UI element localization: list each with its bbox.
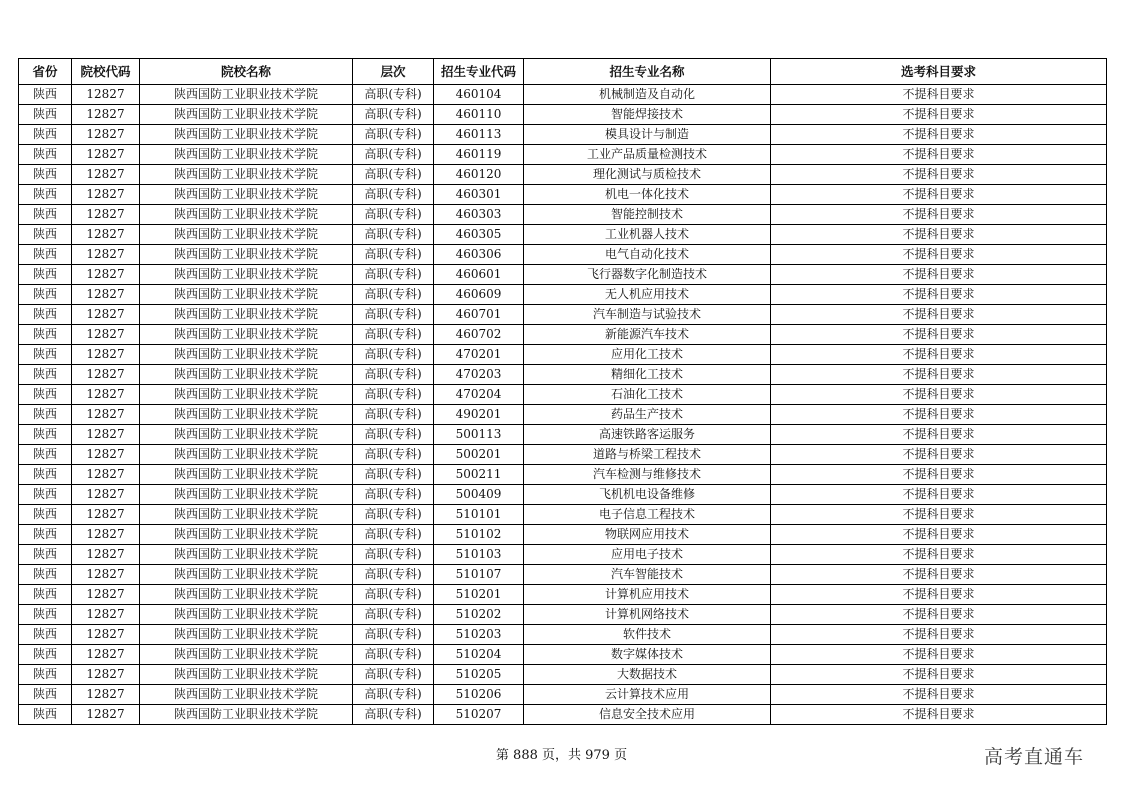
cell-province: 陕西: [19, 185, 72, 205]
cell-major-name: 新能源汽车技术: [524, 325, 771, 345]
cell-major-name: 无人机应用技术: [524, 285, 771, 305]
cell-subject-requirement: 不提科目要求: [771, 545, 1107, 565]
table-row: [19, 305, 1107, 325]
cell-school-name: 陕西国防工业职业技术学院: [140, 325, 353, 345]
cell-major-name: 药品生产技术: [524, 405, 771, 425]
cell-province: 陕西: [19, 205, 72, 225]
cell-province: 陕西: [19, 705, 72, 725]
cell-major-name: 道路与桥梁工程技术: [524, 445, 771, 465]
table-row: [19, 325, 1107, 345]
table-header: [19, 59, 1107, 85]
cell-subject-requirement: 不提科目要求: [771, 705, 1107, 725]
cell-major-code: 510205: [434, 665, 524, 685]
cell-school-name: 陕西国防工业职业技术学院: [140, 425, 353, 445]
cell-subject-requirement: 不提科目要求: [771, 665, 1107, 685]
cell-subject-requirement: 不提科目要求: [771, 105, 1107, 125]
cell-level: 高职(专科): [353, 225, 434, 245]
cell-province: 陕西: [19, 365, 72, 385]
cell-province: 陕西: [19, 85, 72, 105]
cell-major-name: 汽车制造与试验技术: [524, 305, 771, 325]
cell-level: 高职(专科): [353, 125, 434, 145]
cell-subject-requirement: 不提科目要求: [771, 225, 1107, 245]
cell-school-code: 12827: [72, 305, 140, 325]
cell-major-name: 石油化工技术: [524, 385, 771, 405]
header-school-name: 院校名称: [140, 59, 353, 85]
cell-level: 高职(专科): [353, 445, 434, 465]
cell-school-code: 12827: [72, 205, 140, 225]
cell-province: 陕西: [19, 345, 72, 365]
cell-major-code: 510103: [434, 545, 524, 565]
table-row: [19, 665, 1107, 685]
cell-level: 高职(专科): [353, 165, 434, 185]
table-row: [19, 525, 1107, 545]
admission-table: [18, 58, 1107, 725]
cell-major-name: 应用电子技术: [524, 545, 771, 565]
cell-school-code: 12827: [72, 425, 140, 445]
cell-province: 陕西: [19, 265, 72, 285]
cell-subject-requirement: 不提科目要求: [771, 685, 1107, 705]
cell-major-code: 460303: [434, 205, 524, 225]
cell-level: 高职(专科): [353, 565, 434, 585]
cell-level: 高职(专科): [353, 665, 434, 685]
cell-major-name: 软件技术: [524, 625, 771, 645]
cell-school-name: 陕西国防工业职业技术学院: [140, 265, 353, 285]
cell-province: 陕西: [19, 565, 72, 585]
cell-province: 陕西: [19, 465, 72, 485]
cell-school-code: 12827: [72, 565, 140, 585]
cell-major-name: 飞机机电设备维修: [524, 485, 771, 505]
cell-major-code: 460305: [434, 225, 524, 245]
cell-school-code: 12827: [72, 685, 140, 705]
cell-province: 陕西: [19, 325, 72, 345]
cell-major-code: 510101: [434, 505, 524, 525]
cell-school-name: 陕西国防工业职业技术学院: [140, 525, 353, 545]
cell-school-code: 12827: [72, 245, 140, 265]
cell-province: 陕西: [19, 145, 72, 165]
table-row: [19, 365, 1107, 385]
cell-school-code: 12827: [72, 585, 140, 605]
cell-subject-requirement: 不提科目要求: [771, 265, 1107, 285]
cell-school-name: 陕西国防工业职业技术学院: [140, 285, 353, 305]
cell-major-code: 470203: [434, 365, 524, 385]
table-row: [19, 465, 1107, 485]
cell-major-name: 精细化工技术: [524, 365, 771, 385]
table-row: [19, 85, 1107, 105]
cell-level: 高职(专科): [353, 85, 434, 105]
cell-level: 高职(专科): [353, 485, 434, 505]
cell-school-name: 陕西国防工业职业技术学院: [140, 605, 353, 625]
cell-major-name: 理化测试与质检技术: [524, 165, 771, 185]
cell-province: 陕西: [19, 605, 72, 625]
cell-level: 高职(专科): [353, 105, 434, 125]
cell-province: 陕西: [19, 125, 72, 145]
cell-major-code: 510202: [434, 605, 524, 625]
cell-province: 陕西: [19, 625, 72, 645]
cell-school-code: 12827: [72, 505, 140, 525]
watermark: 高考直通车: [984, 746, 1085, 768]
cell-school-code: 12827: [72, 445, 140, 465]
cell-province: 陕西: [19, 505, 72, 525]
cell-major-code: 460110: [434, 105, 524, 125]
header-major-code: 招生专业代码: [434, 59, 524, 85]
cell-subject-requirement: 不提科目要求: [771, 165, 1107, 185]
cell-major-name: 数字媒体技术: [524, 645, 771, 665]
cell-major-name: 汽车智能技术: [524, 565, 771, 585]
cell-major-name: 应用化工技术: [524, 345, 771, 365]
cell-school-code: 12827: [72, 665, 140, 685]
cell-school-code: 12827: [72, 225, 140, 245]
cell-level: 高职(专科): [353, 265, 434, 285]
cell-major-code: 510102: [434, 525, 524, 545]
cell-major-code: 500409: [434, 485, 524, 505]
cell-major-code: 460601: [434, 265, 524, 285]
cell-major-code: 460701: [434, 305, 524, 325]
cell-major-code: 510204: [434, 645, 524, 665]
cell-major-code: 510203: [434, 625, 524, 645]
cell-school-name: 陕西国防工业职业技术学院: [140, 545, 353, 565]
header-major-name: 招生专业名称: [524, 59, 771, 85]
table-row: [19, 605, 1107, 625]
table-row: [19, 545, 1107, 565]
cell-province: 陕西: [19, 405, 72, 425]
cell-subject-requirement: 不提科目要求: [771, 125, 1107, 145]
cell-level: 高职(专科): [353, 205, 434, 225]
cell-school-name: 陕西国防工业职业技术学院: [140, 125, 353, 145]
cell-subject-requirement: 不提科目要求: [771, 485, 1107, 505]
cell-school-code: 12827: [72, 605, 140, 625]
cell-province: 陕西: [19, 105, 72, 125]
cell-level: 高职(专科): [353, 705, 434, 725]
cell-level: 高职(专科): [353, 525, 434, 545]
cell-subject-requirement: 不提科目要求: [771, 525, 1107, 545]
table-row: [19, 645, 1107, 665]
header-level: 层次: [353, 59, 434, 85]
cell-school-code: 12827: [72, 385, 140, 405]
cell-school-code: 12827: [72, 705, 140, 725]
cell-major-name: 飞行器数字化制造技术: [524, 265, 771, 285]
cell-school-code: 12827: [72, 105, 140, 125]
cell-major-name: 工业机器人技术: [524, 225, 771, 245]
cell-school-name: 陕西国防工业职业技术学院: [140, 345, 353, 365]
cell-level: 高职(专科): [353, 245, 434, 265]
cell-province: 陕西: [19, 425, 72, 445]
cell-major-code: 460104: [434, 85, 524, 105]
cell-subject-requirement: 不提科目要求: [771, 325, 1107, 345]
cell-school-code: 12827: [72, 285, 140, 305]
cell-major-code: 500113: [434, 425, 524, 445]
cell-province: 陕西: [19, 525, 72, 545]
cell-province: 陕西: [19, 445, 72, 465]
cell-school-name: 陕西国防工业职业技术学院: [140, 585, 353, 605]
cell-school-name: 陕西国防工业职业技术学院: [140, 205, 353, 225]
cell-school-code: 12827: [72, 645, 140, 665]
cell-major-name: 云计算技术应用: [524, 685, 771, 705]
cell-level: 高职(专科): [353, 405, 434, 425]
cell-province: 陕西: [19, 245, 72, 265]
table-row: [19, 245, 1107, 265]
table-row: [19, 445, 1107, 465]
cell-subject-requirement: 不提科目要求: [771, 605, 1107, 625]
cell-major-name: 高速铁路客运服务: [524, 425, 771, 445]
cell-major-name: 汽车检测与维修技术: [524, 465, 771, 485]
table-row: [19, 385, 1107, 405]
cell-school-name: 陕西国防工业职业技术学院: [140, 485, 353, 505]
cell-province: 陕西: [19, 545, 72, 565]
table-row: [19, 265, 1107, 285]
cell-major-name: 机械制造及自动化: [524, 85, 771, 105]
cell-level: 高职(专科): [353, 285, 434, 305]
cell-province: 陕西: [19, 645, 72, 665]
cell-major-code: 460306: [434, 245, 524, 265]
table-row: [19, 105, 1107, 125]
cell-school-name: 陕西国防工业职业技术学院: [140, 245, 353, 265]
cell-school-name: 陕西国防工业职业技术学院: [140, 365, 353, 385]
cell-subject-requirement: 不提科目要求: [771, 185, 1107, 205]
cell-province: 陕西: [19, 225, 72, 245]
cell-province: 陕西: [19, 385, 72, 405]
cell-subject-requirement: 不提科目要求: [771, 345, 1107, 365]
cell-level: 高职(专科): [353, 145, 434, 165]
cell-level: 高职(专科): [353, 545, 434, 565]
cell-level: 高职(专科): [353, 685, 434, 705]
table-row: [19, 285, 1107, 305]
cell-school-code: 12827: [72, 85, 140, 105]
cell-school-name: 陕西国防工业职业技术学院: [140, 465, 353, 485]
header-school-code: 院校代码: [72, 59, 140, 85]
cell-school-name: 陕西国防工业职业技术学院: [140, 565, 353, 585]
table-row: [19, 585, 1107, 605]
cell-major-code: 510107: [434, 565, 524, 585]
cell-subject-requirement: 不提科目要求: [771, 625, 1107, 645]
cell-school-name: 陕西国防工业职业技术学院: [140, 705, 353, 725]
cell-major-name: 电气自动化技术: [524, 245, 771, 265]
cell-school-code: 12827: [72, 485, 140, 505]
cell-level: 高职(专科): [353, 305, 434, 325]
cell-province: 陕西: [19, 485, 72, 505]
cell-subject-requirement: 不提科目要求: [771, 245, 1107, 265]
table-row: [19, 685, 1107, 705]
table-row: [19, 625, 1107, 645]
header-province: 省份: [19, 59, 72, 85]
cell-school-code: 12827: [72, 625, 140, 645]
cell-province: 陕西: [19, 585, 72, 605]
table-row: [19, 565, 1107, 585]
cell-major-code: 460301: [434, 185, 524, 205]
cell-subject-requirement: 不提科目要求: [771, 585, 1107, 605]
cell-major-name: 物联网应用技术: [524, 525, 771, 545]
table-row: [19, 505, 1107, 525]
cell-major-name: 大数据技术: [524, 665, 771, 685]
cell-subject-requirement: 不提科目要求: [771, 145, 1107, 165]
table-row: [19, 485, 1107, 505]
cell-school-name: 陕西国防工业职业技术学院: [140, 385, 353, 405]
cell-major-name: 工业产品质量检测技术: [524, 145, 771, 165]
cell-school-name: 陕西国防工业职业技术学院: [140, 145, 353, 165]
cell-subject-requirement: 不提科目要求: [771, 565, 1107, 585]
table-row: [19, 705, 1107, 725]
cell-major-code: 460113: [434, 125, 524, 145]
cell-major-code: 460119: [434, 145, 524, 165]
table-row: [19, 125, 1107, 145]
cell-subject-requirement: 不提科目要求: [771, 85, 1107, 105]
cell-province: 陕西: [19, 305, 72, 325]
cell-major-code: 460609: [434, 285, 524, 305]
cell-school-name: 陕西国防工业职业技术学院: [140, 505, 353, 525]
cell-school-code: 12827: [72, 145, 140, 165]
page-number: 第 888 页，共 979 页: [495, 748, 628, 763]
cell-province: 陕西: [19, 685, 72, 705]
cell-school-name: 陕西国防工业职业技术学院: [140, 165, 353, 185]
cell-province: 陕西: [19, 665, 72, 685]
cell-school-name: 陕西国防工业职业技术学院: [140, 665, 353, 685]
table-row: [19, 345, 1107, 365]
cell-subject-requirement: 不提科目要求: [771, 645, 1107, 665]
cell-school-code: 12827: [72, 265, 140, 285]
cell-level: 高职(专科): [353, 585, 434, 605]
cell-school-name: 陕西国防工业职业技术学院: [140, 185, 353, 205]
cell-level: 高职(专科): [353, 345, 434, 365]
cell-major-name: 电子信息工程技术: [524, 505, 771, 525]
cell-school-code: 12827: [72, 345, 140, 365]
cell-subject-requirement: 不提科目要求: [771, 405, 1107, 425]
cell-school-name: 陕西国防工业职业技术学院: [140, 405, 353, 425]
cell-subject-requirement: 不提科目要求: [771, 365, 1107, 385]
cell-major-name: 机电一体化技术: [524, 185, 771, 205]
cell-major-code: 500211: [434, 465, 524, 485]
cell-school-name: 陕西国防工业职业技术学院: [140, 645, 353, 665]
cell-major-code: 510206: [434, 685, 524, 705]
table-row: [19, 145, 1107, 165]
cell-school-code: 12827: [72, 525, 140, 545]
cell-level: 高职(专科): [353, 625, 434, 645]
table-row: [19, 185, 1107, 205]
cell-subject-requirement: 不提科目要求: [771, 445, 1107, 465]
cell-major-name: 计算机应用技术: [524, 585, 771, 605]
cell-school-name: 陕西国防工业职业技术学院: [140, 85, 353, 105]
cell-major-code: 510201: [434, 585, 524, 605]
table-row: [19, 225, 1107, 245]
cell-major-code: 500201: [434, 445, 524, 465]
cell-major-code: 460120: [434, 165, 524, 185]
cell-school-name: 陕西国防工业职业技术学院: [140, 445, 353, 465]
cell-school-name: 陕西国防工业职业技术学院: [140, 305, 353, 325]
cell-level: 高职(专科): [353, 325, 434, 345]
cell-level: 高职(专科): [353, 365, 434, 385]
cell-school-name: 陕西国防工业职业技术学院: [140, 225, 353, 245]
cell-subject-requirement: 不提科目要求: [771, 305, 1107, 325]
cell-level: 高职(专科): [353, 645, 434, 665]
cell-school-code: 12827: [72, 165, 140, 185]
cell-major-name: 信息安全技术应用: [524, 705, 771, 725]
cell-major-code: 510207: [434, 705, 524, 725]
cell-major-code: 470201: [434, 345, 524, 365]
cell-subject-requirement: 不提科目要求: [771, 205, 1107, 225]
cell-school-code: 12827: [72, 365, 140, 385]
cell-province: 陕西: [19, 165, 72, 185]
cell-subject-requirement: 不提科目要求: [771, 385, 1107, 405]
cell-school-code: 12827: [72, 545, 140, 565]
cell-school-code: 12827: [72, 185, 140, 205]
cell-major-code: 460702: [434, 325, 524, 345]
table-row: [19, 165, 1107, 185]
cell-major-code: 470204: [434, 385, 524, 405]
document-page: [18, 58, 1106, 725]
cell-subject-requirement: 不提科目要求: [771, 425, 1107, 445]
cell-school-code: 12827: [72, 405, 140, 425]
cell-major-name: 智能焊接技术: [524, 105, 771, 125]
cell-school-code: 12827: [72, 125, 140, 145]
cell-major-name: 智能控制技术: [524, 205, 771, 225]
cell-level: 高职(专科): [353, 425, 434, 445]
cell-level: 高职(专科): [353, 505, 434, 525]
cell-subject-requirement: 不提科目要求: [771, 465, 1107, 485]
table-body: [19, 85, 1107, 725]
cell-school-code: 12827: [72, 325, 140, 345]
cell-school-name: 陕西国防工业职业技术学院: [140, 625, 353, 645]
header-row: [19, 59, 1107, 85]
cell-province: 陕西: [19, 285, 72, 305]
cell-level: 高职(专科): [353, 465, 434, 485]
cell-school-name: 陕西国防工业职业技术学院: [140, 105, 353, 125]
table-row: [19, 405, 1107, 425]
table-row: [19, 425, 1107, 445]
cell-subject-requirement: 不提科目要求: [771, 505, 1107, 525]
header-subject-requirement: 选考科目要求: [771, 59, 1107, 85]
cell-major-name: 模具设计与制造: [524, 125, 771, 145]
cell-subject-requirement: 不提科目要求: [771, 285, 1107, 305]
cell-level: 高职(专科): [353, 185, 434, 205]
cell-major-name: 计算机网络技术: [524, 605, 771, 625]
cell-level: 高职(专科): [353, 605, 434, 625]
cell-school-code: 12827: [72, 465, 140, 485]
cell-major-code: 490201: [434, 405, 524, 425]
cell-level: 高职(专科): [353, 385, 434, 405]
table-row: [19, 205, 1107, 225]
cell-school-name: 陕西国防工业职业技术学院: [140, 685, 353, 705]
